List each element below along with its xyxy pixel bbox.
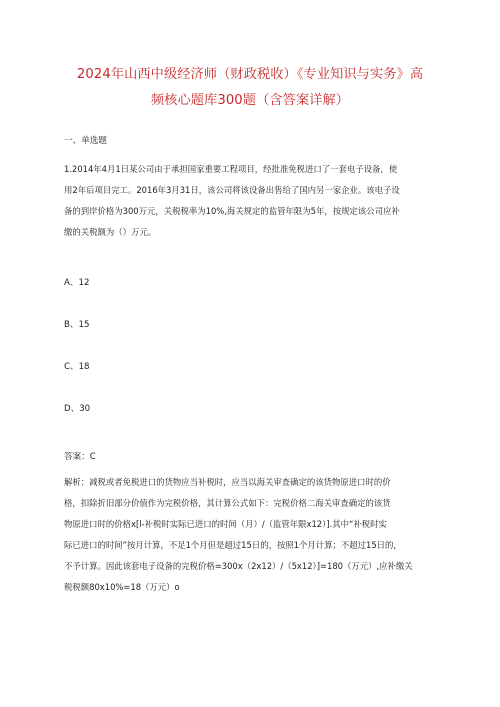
question-line: 用2年后项目完工。2016年3月31日，该公司将该设备出售给了国内另一家企业。该电子设	[64, 185, 400, 195]
analysis-line: 不予计算。因此该套电子设备的完税价格=300x（2x12）/（5x12）]=180（万元）,应补缴关	[64, 561, 413, 571]
analysis-line: 际已进口的时间”按月计算，不足1个月但是超过15日的，按照1个月计算；不超过15日的，	[64, 540, 402, 550]
option-a: A、12	[64, 278, 90, 288]
section-heading: 一、单选题	[64, 136, 107, 146]
title-line: 2024年山西中级经济师（财政税收）《专业知识与实务》高	[76, 67, 424, 82]
question-line: 1.2014年4月1日某公司由于承担国家重要工程项目，经批准免税进口了一套电子设备，使	[64, 164, 398, 174]
question-line: 备的到岸价格为300万元，关税税率为10%,海关规定的监管年限为5年，按规定该公司应补	[64, 206, 400, 216]
analysis-line: 格，扣除折旧部分价值作为完税价格，其计算公式如下：完税价格二海关审查确定的该货	[64, 498, 391, 508]
option-d: D、30	[64, 404, 91, 414]
question-text	[64, 159, 444, 243]
option-b: B、15	[64, 320, 90, 330]
title-line: 频核心题库300题（含答案详解）	[150, 93, 350, 108]
analysis-line: 税税额80x10%=18（万元）o	[64, 582, 180, 592]
answer-text: 答案：C	[64, 452, 96, 462]
option-c: C、18	[64, 362, 90, 372]
question-line: 缴的关税额为（）万元。	[64, 227, 157, 237]
document-title	[40, 62, 460, 114]
analysis-text	[64, 472, 444, 598]
analysis-line: 物原进口时的价格x[l-补税时实际已进口的时间（月）/（监管年限x12）].其中“补税时实	[64, 519, 387, 529]
analysis-line: 解析：减税或者免税进口的货物应当补税时，应当以海关审查确定的该货物原进口时的价	[64, 477, 391, 487]
